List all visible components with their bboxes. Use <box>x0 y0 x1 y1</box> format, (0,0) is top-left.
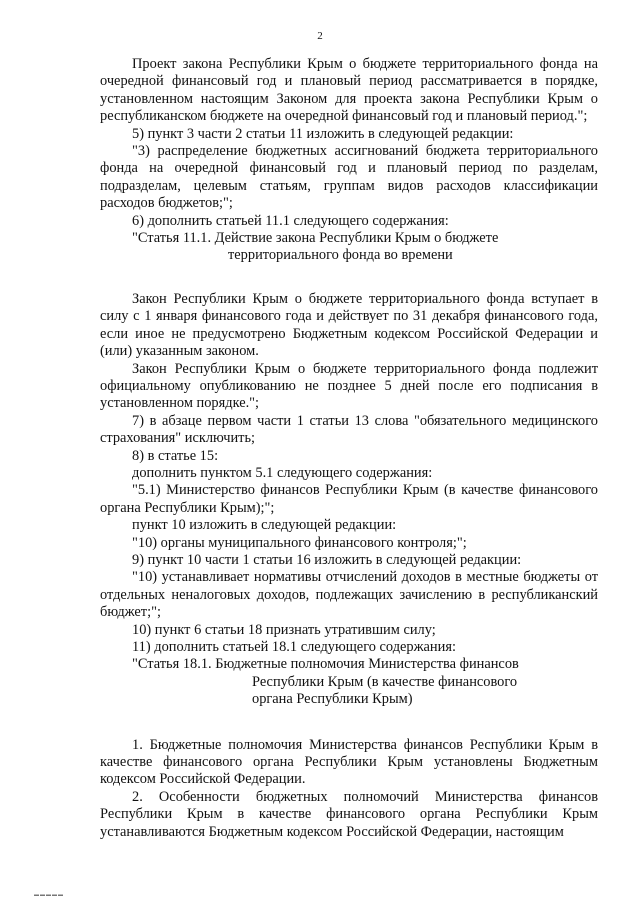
paragraph-item-11: 11) дополнить статьей 18.1 следующего содержания: <box>132 639 456 655</box>
paragraph-law-publication: Закон Республики Крым о бюджете территориального фонда подлежит официальному опубликованию не позднее 5 дней после его подписания в установленном порядке."; <box>100 360 598 412</box>
paragraph-item-7: 7) в абзаце первом части 1 статьи 13 слова "обязательного медицинского страхования" исключить; <box>100 412 598 447</box>
paragraph-point-10: пункт 10 изложить в следующей редакции: <box>132 517 397 534</box>
document-body <box>100 56 598 841</box>
paragraph-5-1-text: "5.1) Министерство финансов Республики Крым (в качестве финансового органа Республики Крым);"; <box>100 482 598 516</box>
paragraph-item-5-text: "3) распределение бюджетных ассигнований бюджета территориального фонда на очередной финансовый год и плановый период по разделам, подразделам, целевым статьям, группам видов расходов классификации расходов бюджетов;"; <box>100 143 598 212</box>
article-18-1-heading <box>100 656 598 708</box>
spacer <box>100 709 598 737</box>
article-11-1-heading <box>100 230 598 265</box>
paragraph-item-9-text: "10) устанавливает нормативы отчислений доходов в местные бюджеты от отдельных неналоговых доходов, подлежащих зачислению в республиканский бюджет;"; <box>100 569 598 621</box>
scan-mark: ▬▬▬▬▬ <box>34 893 64 898</box>
paragraph-powers-1: 1. Бюджетные полномочия Министерства финансов Республики Крым в качестве финансового органа Республики Крым установлены Бюджетным кодексом Российской Федерации. <box>100 736 598 788</box>
article-11-1-line1: "Статья 11.1. Действие закона Республики Крым о бюджете <box>132 230 499 247</box>
paragraph-law-effect: Закон Республики Крым о бюджете территориального фонда вступает в силу с 1 января финансового года и действует по 31 декабря финансового года, если иное не предусмотрено Бюджетным кодексом Российской Федерации и (или) указанным законом. <box>100 290 598 360</box>
paragraph-item-6: 6) дополнить статьей 11.1 следующего содержания: <box>132 212 449 229</box>
paragraph-add-5-1: дополнить пунктом 5.1 следующего содержания: <box>132 464 433 481</box>
paragraph-item-5: 5) пункт 3 части 2 статьи 11 изложить в следующей редакции: <box>132 125 514 142</box>
paragraph-item-8: 8) в статье 15: <box>132 447 219 464</box>
article-18-1-line1: "Статья 18.1. Бюджетные полномочия Министерства финансов <box>132 656 519 673</box>
article-11-1-line2: территориального фонда во времени <box>228 247 453 264</box>
article-18-1-line2: Республики Крым (в качестве финансового <box>252 673 518 690</box>
article-18-1-line3: органа Республики Крым) <box>252 691 413 708</box>
paragraph-item-9: 9) пункт 10 части 1 статьи 16 изложить в следующей редакции: <box>132 551 522 568</box>
spacer <box>100 265 598 291</box>
paragraph-item-10: 10) пункт 6 статьи 18 признать утратившим силу; <box>132 621 436 638</box>
page-number: 2 <box>317 30 323 42</box>
paragraph-project-law: Проект закона Республики Крым о бюджете территориального фонда на очередной финансовый год и плановый период рассматривается в порядке, установленном настоящим Законом для проекта закона Республики Крым о республиканском бюджете на очередной финансовый год и плановый период."; <box>100 56 598 125</box>
paragraph-powers-2: 2. Особенности бюджетных полномочий Министерства финансов Республики Крым в качестве финансового органа Республики Крым устанавливаются Бюджетным кодексом Российской Федерации, настоящим <box>100 788 598 840</box>
paragraph-point-10-text: "10) органы муниципального финансового контроля;"; <box>132 534 467 551</box>
